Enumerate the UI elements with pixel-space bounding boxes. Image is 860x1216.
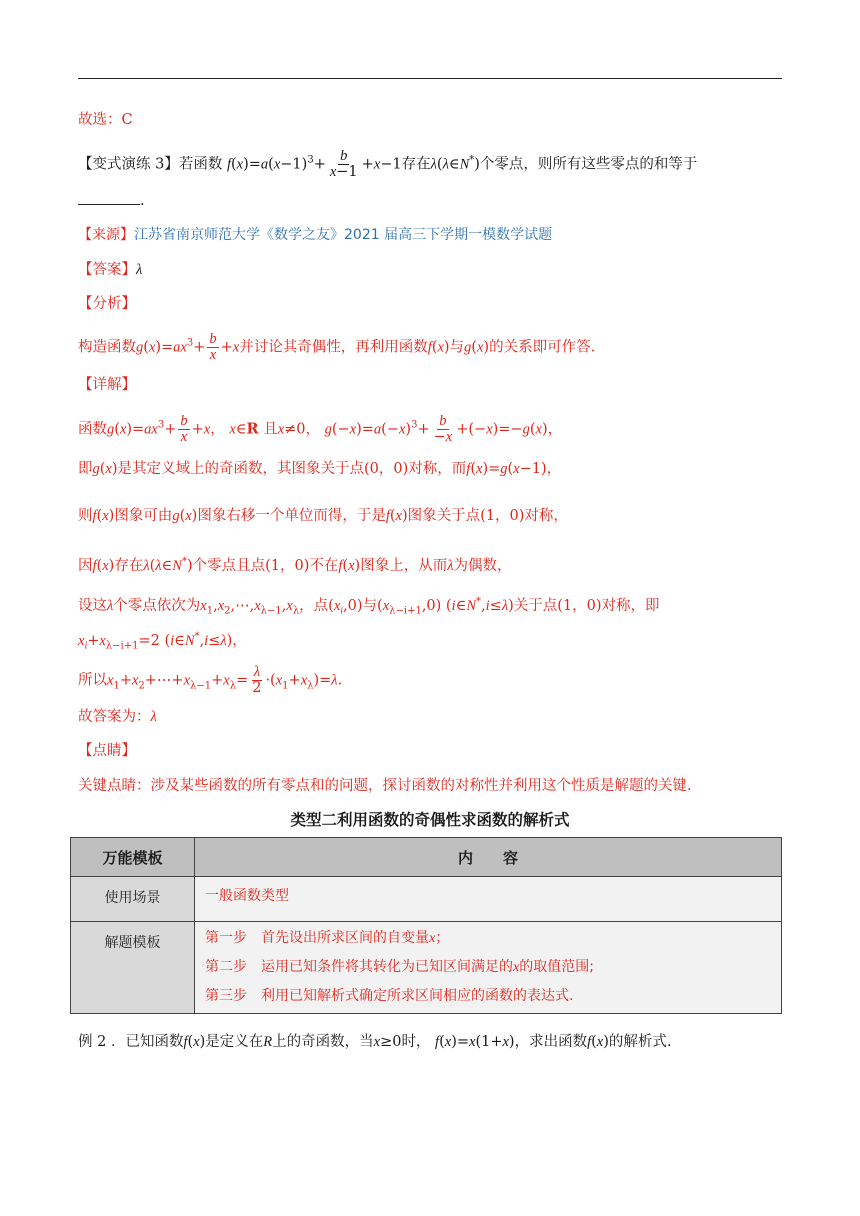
detail-line-2: 即g(x)是其定义域上的奇函数，其图象关于点(0，0)对称，而f(x)=g(x−1)， xyxy=(78,461,562,477)
source-text: 江苏省南京师范大学《数学之友》2021 届高三下学期一模数学试题 xyxy=(134,227,553,243)
highlight-label: 【点睛】 xyxy=(78,743,136,759)
section-title: 类型二利用函数的奇偶性求函数的解析式 xyxy=(290,811,570,829)
row-content-steps xyxy=(195,922,782,1014)
variant-formula: f xyxy=(226,156,231,173)
highlight-text: 关键点睛：涉及某些函数的所有零点和的问题，探讨函数的对称性并利用这个性质是解题的关键. xyxy=(78,778,692,794)
table-header-right: 内 容 xyxy=(195,838,782,877)
variant-exercise: 【变式演练 3】若函数 $f(x)=a(x-1)^3+$ $\frac{b}{x-1}$ +x−1存在λ(λ∈N*)个零点，则所有这些零点的和等于 xyxy=(78,148,698,180)
detail-line-5: 设这λ个零点依次为$x_1,x_2,\cdots,x_{\lambda-1},x_\lambda$，点$(x_i,0)$与$(x_{\lambda-i+1},0)$ (i∈N*,i≤λ)关于点(1，0)对称，即 xyxy=(78,596,660,617)
table-header-left: 万能模板 xyxy=(71,838,195,877)
answer-value: λ xyxy=(136,262,143,278)
example-label: 例 2 ． xyxy=(78,1034,126,1050)
analysis-label-line xyxy=(78,294,136,314)
detail-label-line xyxy=(78,375,136,395)
row-label-scene: 使用场景 xyxy=(71,877,195,922)
detail-line-7: 所以$x_1+x_2+\cdots+x_{\lambda-1}+x_\lambda=$ $\frac{\lambda}{2}$ $\cdot(x_1+x_\lambda)=\lambda$. xyxy=(78,664,343,696)
step-2: 第二步 运用已知条件将其转化为已知区间满足的x的取值范围; xyxy=(205,959,594,975)
row-content-scene: 一般函数类型 xyxy=(195,877,782,922)
analysis-text: 构造函数$g(x)=ax^3+$ $\frac{b}{x}$ +x并讨论其奇偶性，再利用函数f(x)与g(x)的关系即可作答. xyxy=(78,331,596,363)
detail-line-4: 因f(x)存在λ(λ∈N*)个零点且点(1，0)不在f(x)图象上，从而λ为偶数， xyxy=(78,556,512,574)
answer-label: 【答案】 xyxy=(78,262,136,278)
example-2: 例 2 ．已知函数f(x)是定义在R上的奇函数，当x≥0时， f(x)=x(1+x)，求出函数f(x)的解析式. xyxy=(78,1034,672,1050)
analysis-label: 【分析】 xyxy=(78,296,136,312)
step-1: 第一步 首先设出所求区间的自变量x； xyxy=(205,930,450,946)
detail-label: 【详解】 xyxy=(78,377,136,393)
detail-line-3: 则f(x)图象可由g(x)图象右移一个单位而得，于是f(x)图象关于点(1，0)对称， xyxy=(78,508,568,524)
source-line xyxy=(78,225,552,245)
answer-line: 故选：C xyxy=(78,112,133,128)
row-label-template: 解题模板 xyxy=(71,922,195,1014)
detail-line-1: 函数$g(x)=ax^3+$ $\frac{b}{x}$ +x， x∈R 且x≠0， $g(-x)=a(-x)^3+$ $\frac{b}{-x}$ +(−x)=−g(x)， xyxy=(78,413,563,445)
header-rule xyxy=(78,78,782,79)
highlight-label-line xyxy=(78,741,136,761)
variant-label: 【变式演练 3】 xyxy=(78,156,179,173)
source-label: 【来源】 xyxy=(78,227,134,243)
answer-block xyxy=(78,260,142,280)
detail-line-6: $x_i+x_{\lambda-i+1}=2$ (i∈N*,i≤λ)， xyxy=(78,631,247,652)
template-table xyxy=(70,837,782,1014)
variant-blank: . xyxy=(78,190,145,211)
final-answer: 故答案为：λ xyxy=(78,709,157,725)
answer-blank xyxy=(78,190,140,205)
step-3: 第三步 利用已知解析式确定所求区间相应的函数的表达式. xyxy=(205,988,574,1004)
